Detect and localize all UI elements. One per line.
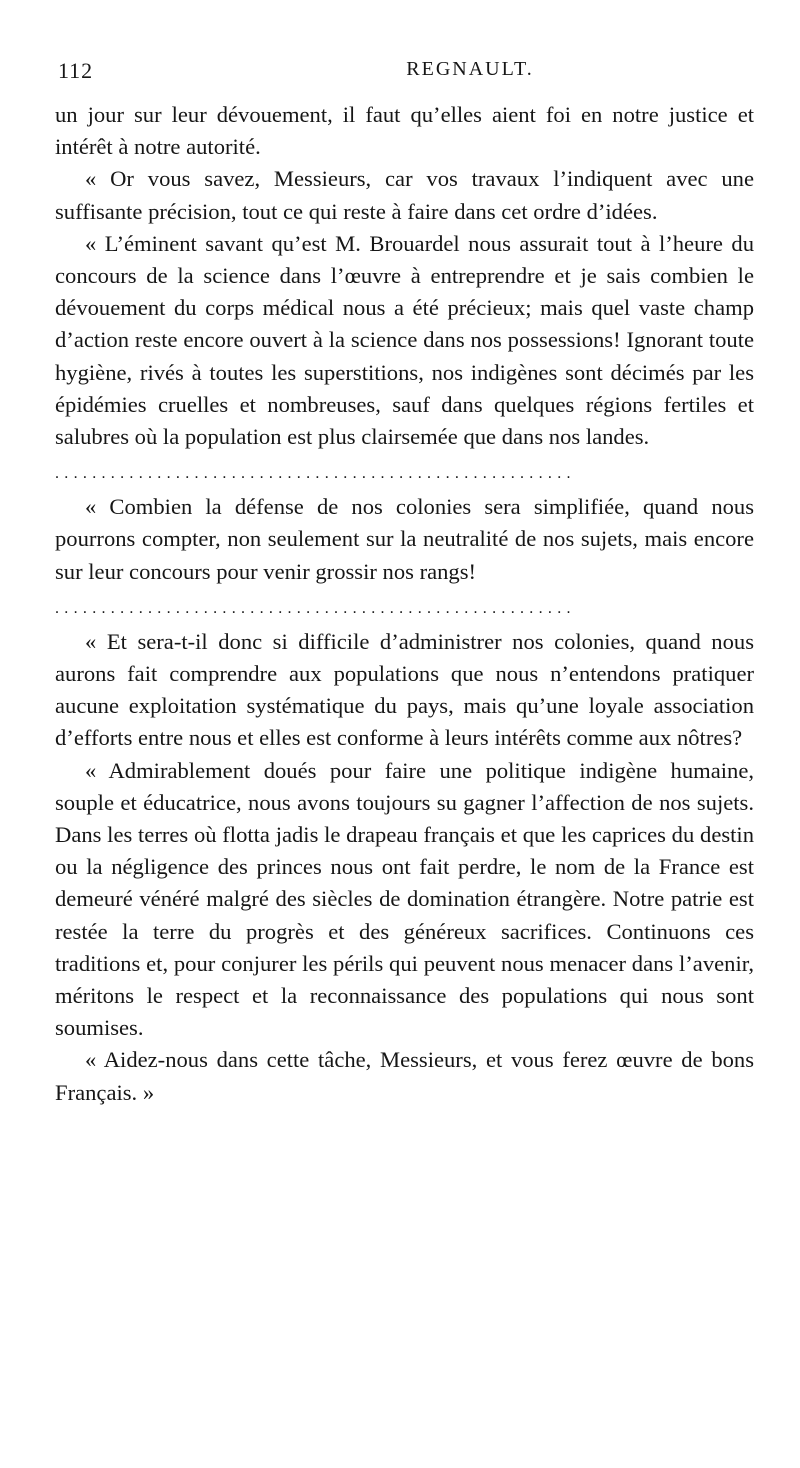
paragraph: « Aidez-nous dans cette tâche, Messieurs, et vous ferez œuvre de bons Français. »: [55, 1047, 754, 1105]
ellipsis-divider: ........................................................: [55, 465, 576, 483]
running-head: REGNAULT.: [406, 58, 534, 80]
page-header: [58, 58, 752, 88]
paragraph: un jour sur leur dévouement, il faut qu’elles aient foi en notre justice et intérêt à notre autorité.: [55, 102, 754, 160]
ellipsis-divider: ........................................................: [55, 599, 576, 617]
paragraph: « Combien la défense de nos colonies sera simplifiée, quand nous pourrons compter, non seulement sur la neutralité de nos sujets, mais encore sur leur concours pour venir grossir nos rangs!: [55, 494, 754, 584]
paragraph: « Or vous savez, Messieurs, car vos travaux l’indiquent avec une suffisante précision, tout ce qui reste à faire dans cet ordre d’idées.: [55, 166, 754, 224]
page-body: [55, 99, 754, 1109]
paragraph: « L’éminent savant qu’est M. Brouardel nous assurait tout à l’heure du concours de la science dans l’œuvre à entreprendre et je sais combien le dévouement du corps médical nous a été précieux; mais quel vaste champ d’action reste encore ouvert à la science dans nos possessions! Ignorant toute hygiène, rivés à toutes les superstitions, nos indigènes sont décimés par les épidémies cruelles et nombreuses, sauf dans quelques régions fertiles et salubres où la population est plus clairsemée que dans nos landes.: [55, 230, 754, 450]
page-number: 112: [58, 58, 94, 83]
paragraph: « Admirablement doués pour faire une politique indigène humaine, souple et éducatrice, nous avons toujours su gagner l’affection de nos sujets. Dans les terres où flotta jadis le drapeau français et que les caprices du destin ou la négligence des princes nous ont fait perdre, le nom de la France est demeuré vénéré malgré des siècles de domination étrangère. Notre patrie est restée la terre du progrès et des généreux sacrifices. Continuons ces traditions et, pour conjurer les périls qui peuvent nous menacer dans l’avenir, méritons le respect et la reconnaissance des populations qui nous sont soumises.: [55, 757, 754, 1041]
paragraph: « Et sera-t-il donc si difficile d’administrer nos colonies, quand nous aurons fait comprendre aux populations que nous n’entendons pratiquer aucune exploitation systématique du pays, mais qu’une loyale association d’efforts entre nous et elles est conforme à leurs intérêts comme aux nôtres?: [55, 628, 754, 751]
